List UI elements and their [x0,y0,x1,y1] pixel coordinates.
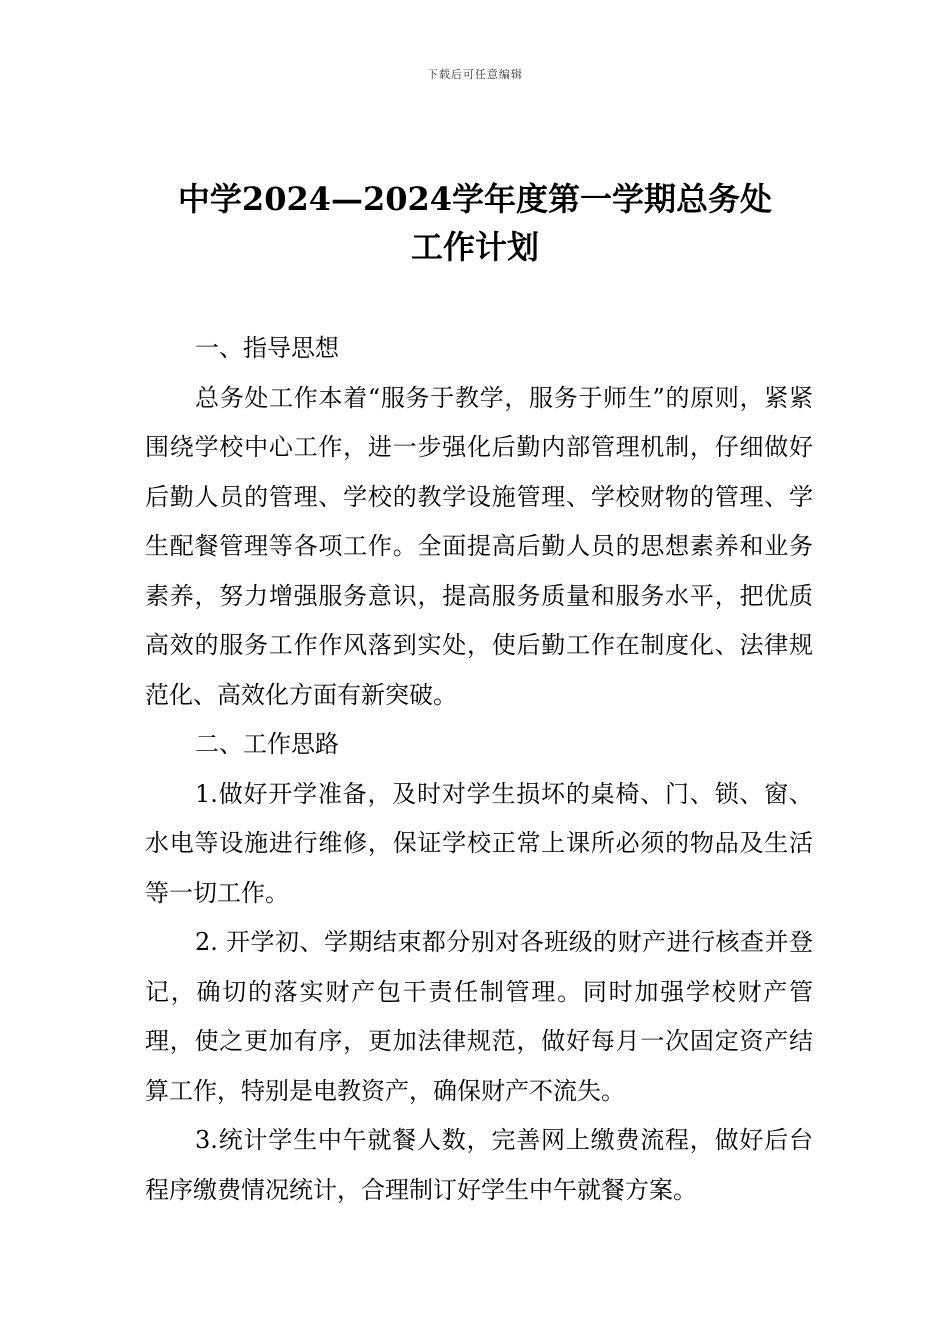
title-line-1: 中学2024—2024学年度第一学期总务处 [177,180,773,218]
paragraph-item-3: 3.统计学生中午就餐人数，完善网上缴费流程，做好后台程序缴费情况统计，合理制订好学生中午就餐方案。 [145,1126,813,1204]
document-body [145,324,813,1215]
document-title [120,175,830,271]
section-heading-guiding-thought: 一、指导思想 [195,334,339,362]
paragraph-item-2: 2. 开学初、学期结束都分别对各班级的财产进行核查并登记，确切的落实财产包干责任制管理。同时加强学校财产管理，使之更加有序，更加法律规范，做好每月一次固定资产结算工作，特别是电教资产，确保财产不流失。 [145,928,813,1105]
header-note: 下载后可任意编辑 [427,68,523,81]
section-heading-work-ideas: 二、工作思路 [195,730,339,758]
paragraph-item-1: 1.做好开学准备，及时对学生损坏的桌椅、门、锁、窗、水电等设施进行维修，保证学校正常上课所必须的物品及生活等一切工作。 [145,779,813,907]
paragraph-guiding-thought: 总务处工作本着“服务于教学，服务于师生”的原则，紧紧围绕学校中心工作，进一步强化后勤内部管理机制，仔细做好后勤人员的管理、学校的教学设施管理、学校财物的管理、学生配餐管理等各项工作。全面提高后勤人员的思想素养和业务素养，努力增强服务意识，提高服务质量和服务水平，把优质高效的服务工作作风落到实处，使后勤工作在制度化、法律规范化、高效化方面有新突破。 [145,383,813,709]
title-line-2: 工作计划 [410,228,539,266]
